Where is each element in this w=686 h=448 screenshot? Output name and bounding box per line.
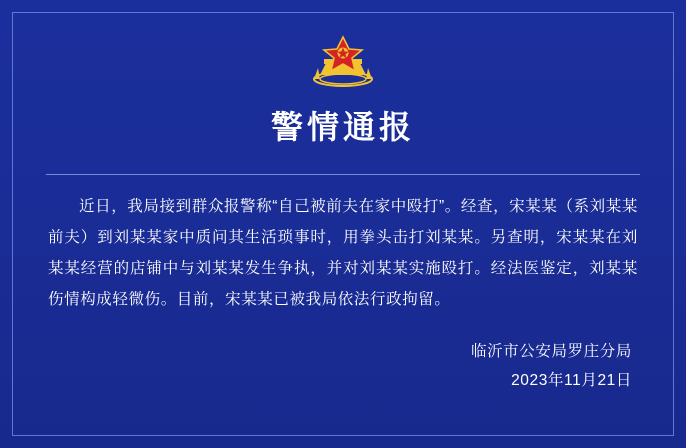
title-divider [46,174,640,175]
police-emblem-icon [312,35,374,89]
notice-body-text: 近日，我局接到群众报警称“自己被前夫在家中殴打”。经查，宋某某（系刘某某前夫）到刘某某家中质问其生活琐事时，用拳头击打刘某某。另查明，宋某某在刘某某经营的店铺中与刘某某发生争执，并对刘某某实施殴打。经法医鉴定，刘某某伤情构成轻微伤。目前，宋某某已被我局依法行政拘留。 [48,198,638,308]
page-title: 警情通报 [270,109,415,145]
issue-date: 2023年11月21日 [511,372,632,390]
emblem-container [46,34,640,90]
signature-block [46,337,640,396]
issuer-name: 临沂市公安局罗庄分局 [470,343,632,360]
